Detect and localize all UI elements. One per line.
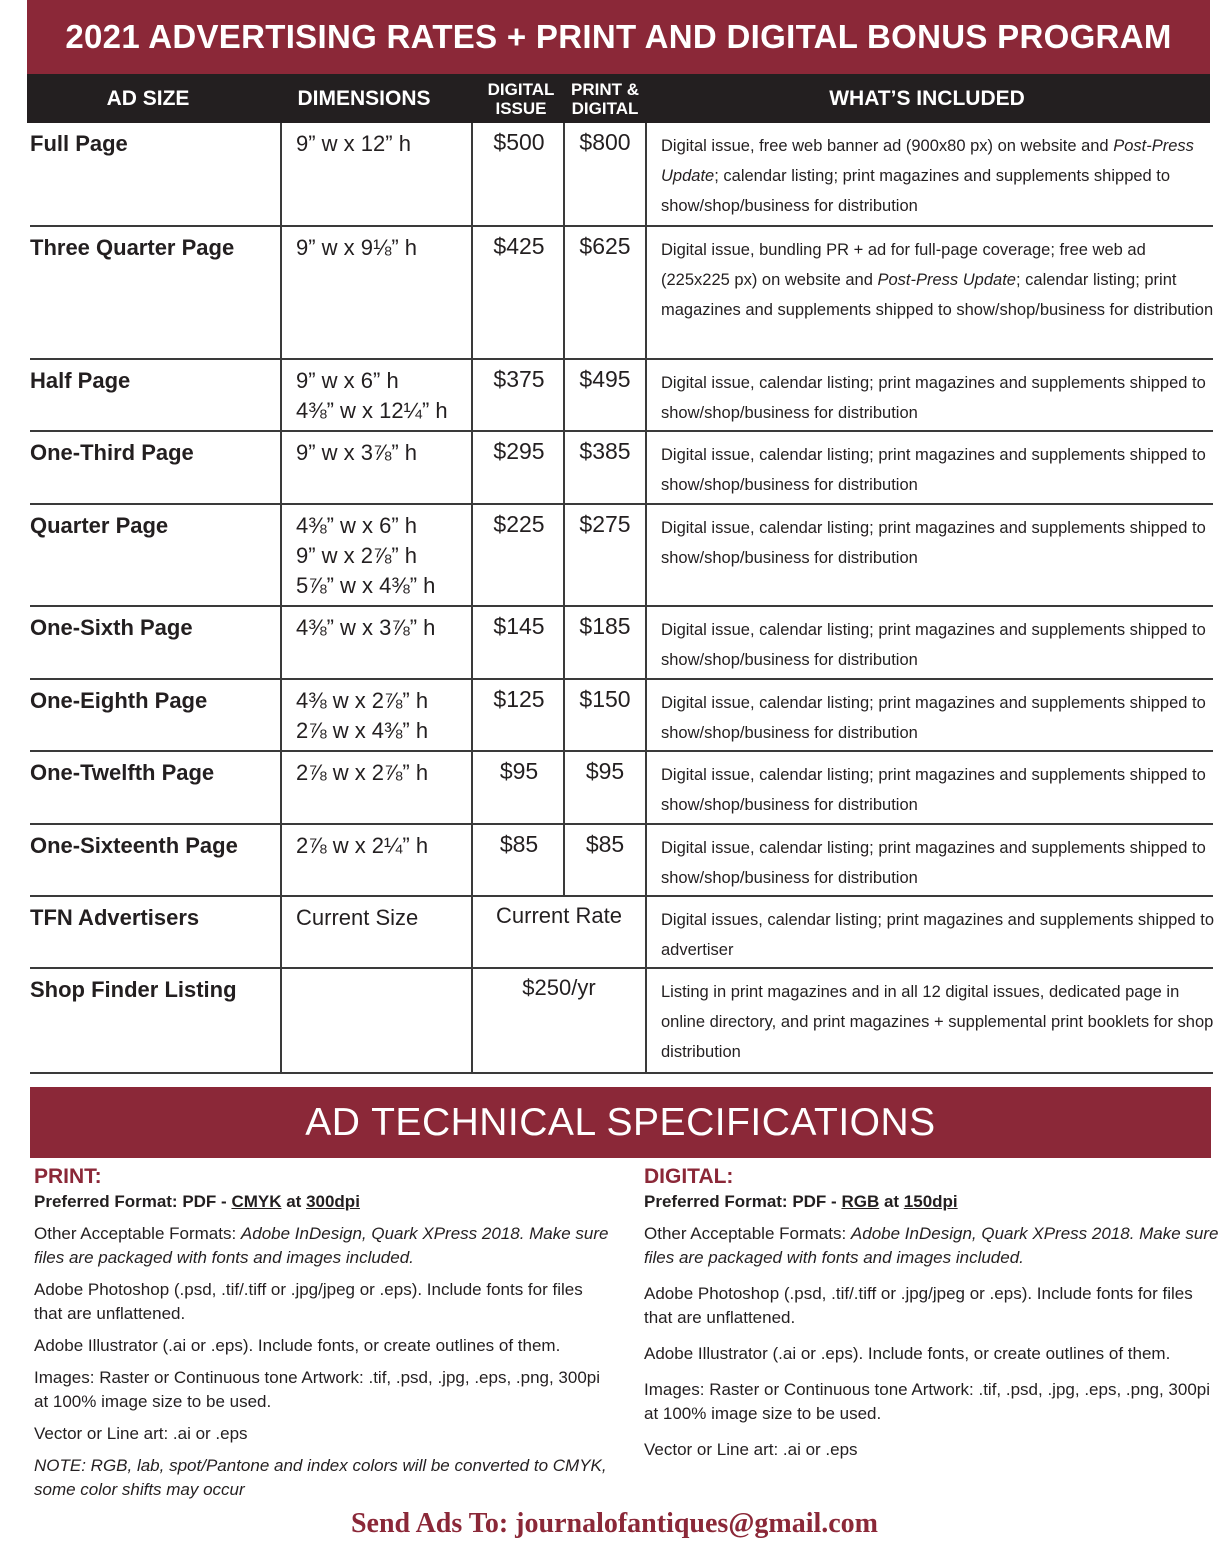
digital-other-label: Other Acceptable Formats: xyxy=(644,1224,851,1243)
dimension-value: 9” w x 6” h xyxy=(296,368,399,393)
digital-issue-price: $375 xyxy=(493,366,545,392)
whats-included-text: Digital issue, calendar listing; print magazines and supplements shipped to show/shop/business for distribution xyxy=(661,446,1206,494)
print-vector: Vector or Line art: .ai or .eps xyxy=(34,1424,248,1443)
column-divider xyxy=(645,607,647,678)
digital-issue-price: $95 xyxy=(499,758,539,784)
print-digital-price: $625 xyxy=(579,233,631,259)
dimension-value: 4⅜” w x 12¼” h xyxy=(296,398,448,423)
column-divider xyxy=(280,432,282,503)
table-bottom-rule xyxy=(30,1072,1211,1074)
digital-issue-price: $295 xyxy=(493,438,545,464)
digital-issue-price: $225 xyxy=(493,511,545,537)
column-divider xyxy=(280,680,282,750)
column-divider xyxy=(280,360,282,430)
table-row xyxy=(30,897,1213,969)
digital-specs xyxy=(644,1164,1224,1474)
print-note: NOTE: RGB, lab, spot/Pantone and index colors will be converted to CMYK, some color shifts may occur xyxy=(34,1456,607,1499)
page-title-banner xyxy=(27,0,1210,74)
col-header-print-line2: DIGITAL xyxy=(571,98,639,118)
column-divider xyxy=(645,432,647,503)
send-ads-to: Send Ads To: journalofantiques@gmail.com xyxy=(350,1508,879,1539)
dimension-value: 9” w x 12” h xyxy=(296,131,411,156)
column-divider xyxy=(280,227,282,358)
dimensions-cell xyxy=(296,752,476,788)
dimensions-cell xyxy=(296,897,476,933)
col-header-whats-included-label: WHAT’S INCLUDED xyxy=(829,86,1025,110)
print-heading: PRINT: xyxy=(34,1165,102,1188)
col-header-dimensions-label: DIMENSIONS xyxy=(297,86,431,110)
ad-size-name: Half Page xyxy=(30,368,131,393)
column-divider xyxy=(645,123,647,225)
whats-included-text: Digital issue, free web banner ad (900x80 px) on website and Post-Press Update; calendar listing; print magazines and supplements shipped to show/shop/business for distribution xyxy=(661,137,1194,215)
table-row xyxy=(30,752,1213,825)
digital-pref-at: at xyxy=(879,1192,904,1211)
dimensions-cell xyxy=(296,432,476,468)
col-header-print-digital xyxy=(563,74,647,123)
dimension-value: 4⅜” w x 3⅞” h xyxy=(296,615,436,640)
dimensions-cell xyxy=(296,123,476,159)
table-row xyxy=(30,969,1213,1074)
print-digital-price: $95 xyxy=(585,758,625,784)
print-other-italic: Adobe InDesign, Quark XPress 2018. Make sure files are packaged with fonts and images included. xyxy=(34,1224,609,1267)
col-header-digital-line1: DIGITAL xyxy=(487,79,555,99)
ad-size-name: One-Third Page xyxy=(30,440,194,465)
dimension-value: 5⅞” w x 4⅜” h xyxy=(296,573,436,598)
col-header-whats-included xyxy=(647,74,1207,123)
ad-size-name: One-Sixteenth Page xyxy=(30,833,238,858)
column-divider xyxy=(645,505,647,605)
col-header-digital-line2: ISSUE xyxy=(495,98,547,118)
col-header-dimensions xyxy=(269,74,459,123)
column-divider xyxy=(645,825,647,895)
whats-included-text: Digital issues, calendar listing; print magazines and supplements shipped to advertiser xyxy=(661,911,1215,959)
rate-span: Current Rate xyxy=(496,903,622,928)
table-row xyxy=(30,505,1213,607)
digital-heading: DIGITAL: xyxy=(644,1165,734,1188)
print-digital-price: $385 xyxy=(579,438,631,464)
digital-issue-price: $500 xyxy=(493,129,545,155)
specs-title: AD TECHNICAL SPECIFICATIONS xyxy=(305,1100,936,1144)
print-preferred-format xyxy=(34,1190,614,1214)
print-pref-at: at xyxy=(281,1192,307,1211)
ad-size-name: One-Eighth Page xyxy=(30,688,208,713)
print-digital-price: $275 xyxy=(579,511,631,537)
print-images: Images: Raster or Continuous tone Artwork: .tif, .psd, .jpg, .eps, .png, 300pi at 100% image size to be used. xyxy=(34,1368,601,1411)
digital-photoshop: Adobe Photoshop (.psd, .tif/.tiff or .jpg/jpeg or .eps). Include fonts for files that are unflattened. xyxy=(644,1284,1193,1327)
dimension-value: 2⅞ w x 2⅞” h xyxy=(296,760,429,785)
table-row xyxy=(30,607,1213,680)
ad-size-name: Full Page xyxy=(30,131,128,156)
column-divider xyxy=(645,752,647,823)
table-row xyxy=(30,227,1213,360)
col-header-print-line1: PRINT & xyxy=(571,79,639,99)
column-divider xyxy=(645,360,647,430)
dimensions-cell xyxy=(296,360,476,426)
dimensions-cell xyxy=(296,607,476,643)
digital-issue-price: $425 xyxy=(493,233,545,259)
digital-vector: Vector or Line art: .ai or .eps xyxy=(644,1440,858,1459)
dimension-value: 4⅜” w x 6” h xyxy=(296,513,418,538)
column-divider xyxy=(280,969,282,1072)
column-divider xyxy=(280,825,282,895)
print-other-formats xyxy=(34,1222,614,1270)
whats-included-text: Digital issue, calendar listing; print magazines and supplements shipped to show/shop/business for distribution xyxy=(661,621,1206,669)
dimension-value: 4⅜ w x 2⅞” h xyxy=(296,688,429,713)
page-title: 2021 ADVERTISING RATES + PRINT AND DIGITAL BONUS PROGRAM xyxy=(65,18,1172,55)
dimensions-cell xyxy=(296,505,476,601)
table-row xyxy=(30,680,1213,752)
whats-included-text: Digital issue, calendar listing; print magazines and supplements shipped to show/shop/business for distribution xyxy=(661,766,1206,814)
column-divider xyxy=(645,680,647,750)
digital-issue-price: $85 xyxy=(499,831,539,857)
print-other-label: Other Acceptable Formats: xyxy=(34,1224,241,1243)
print-digital-price: $85 xyxy=(585,831,625,857)
digital-images: Images: Raster or Continuous tone Artwork: .tif, .psd, .jpg, .eps, .png, 300pi at 100% image size to be used. xyxy=(644,1380,1211,1423)
specs-banner xyxy=(30,1087,1211,1158)
print-pref-label: Preferred Format: PDF - xyxy=(34,1192,232,1211)
dimension-value: 2⅞ w x 4⅜” h xyxy=(296,718,429,743)
print-illustrator: Adobe Illustrator (.ai or .eps). Include fonts, or create outlines of them. xyxy=(34,1336,561,1355)
column-divider xyxy=(645,897,647,967)
col-header-digital-issue xyxy=(479,74,563,123)
ad-size-name: One-Twelfth Page xyxy=(30,760,215,785)
column-divider xyxy=(645,969,647,1072)
digital-pref-dpi: 150dpi xyxy=(903,1192,958,1211)
column-divider xyxy=(280,123,282,225)
print-digital-price: $185 xyxy=(579,613,631,639)
print-digital-price: $150 xyxy=(579,686,631,712)
column-divider xyxy=(280,897,282,967)
table-row xyxy=(30,360,1213,432)
print-pref-dpi: 300dpi xyxy=(306,1192,360,1211)
column-divider xyxy=(645,227,647,358)
whats-included-text: Digital issue, calendar listing; print magazines and supplements shipped to show/shop/business for distribution xyxy=(661,374,1206,422)
rate-span: $250/yr xyxy=(522,975,596,1000)
ad-size-name: Quarter Page xyxy=(30,513,169,538)
dimension-value: 2⅞ w x 2¼” h xyxy=(296,833,429,858)
table-row xyxy=(30,432,1213,505)
dimension-value: 9” w x 9⅛” h xyxy=(296,235,418,260)
print-digital-price: $495 xyxy=(579,366,631,392)
whats-included-text: Digital issue, bundling PR + ad for full-page coverage; free web ad (225x225 px) on website and Post-Press Update; calendar listing; print magazines and supplements shipped to show/shop/business for distribution xyxy=(661,241,1214,319)
table-header xyxy=(27,74,1210,123)
column-divider xyxy=(280,505,282,605)
dimension-value: 9” w x 2⅞” h xyxy=(296,543,418,568)
dimensions-cell xyxy=(296,825,476,861)
dimension-value: Current Size xyxy=(296,905,419,930)
digital-pref-color: RGB xyxy=(841,1192,880,1211)
print-specs xyxy=(34,1164,614,1510)
print-photoshop: Adobe Photoshop (.psd, .tif/.tiff or .jpg/jpeg or .eps). Include fonts for files that are unflattened. xyxy=(34,1280,583,1323)
digital-issue-price: $125 xyxy=(493,686,545,712)
column-divider xyxy=(280,752,282,823)
whats-included-text: Listing in print magazines and in all 12 digital issues, dedicated page in online directory, and print magazines + supplemental print booklets for shop distribution xyxy=(661,983,1214,1061)
print-digital-price: $800 xyxy=(579,129,631,155)
digital-issue-price: $145 xyxy=(493,613,545,639)
dimensions-cell xyxy=(296,227,476,263)
digital-preferred-format xyxy=(644,1190,1224,1214)
whats-included-text: Digital issue, calendar listing; print magazines and supplements shipped to show/shop/business for distribution xyxy=(661,839,1206,887)
digital-illustrator: Adobe Illustrator (.ai or .eps). Include fonts, or create outlines of them. xyxy=(644,1344,1171,1363)
table-row xyxy=(30,825,1213,897)
ad-size-name: Three Quarter Page xyxy=(30,235,235,260)
dimension-value: 9” w x 3⅞” h xyxy=(296,440,418,465)
col-header-ad-size xyxy=(27,74,269,123)
dimensions-cell xyxy=(296,680,476,746)
dimensions-cell xyxy=(296,969,476,975)
ad-size-name: One-Sixth Page xyxy=(30,615,193,640)
column-divider xyxy=(280,607,282,678)
ad-size-name: TFN Advertisers xyxy=(30,905,200,930)
digital-other-formats xyxy=(644,1222,1224,1270)
whats-included-text: Digital issue, calendar listing; print magazines and supplements shipped to show/shop/business for distribution xyxy=(661,519,1206,567)
print-pref-color: CMYK xyxy=(231,1192,282,1211)
col-header-ad-size-label: AD SIZE xyxy=(106,86,190,110)
ad-size-name: Shop Finder Listing xyxy=(30,977,237,1002)
table-row xyxy=(30,123,1213,227)
whats-included-text: Digital issue, calendar listing; print magazines and supplements shipped to show/shop/business for distribution xyxy=(661,694,1206,742)
digital-pref-label: Preferred Format: PDF - xyxy=(644,1192,842,1211)
digital-other-italic: Adobe InDesign, Quark XPress 2018. Make sure files are packaged with fonts and images included. xyxy=(644,1224,1219,1267)
